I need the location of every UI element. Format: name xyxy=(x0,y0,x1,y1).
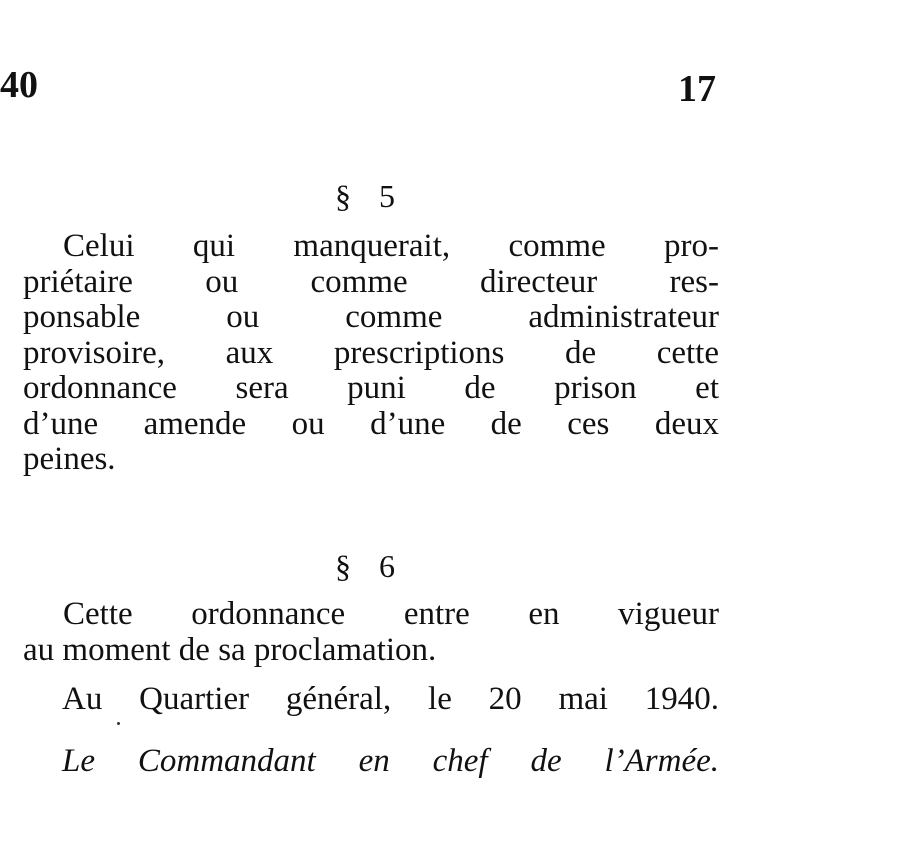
paragraph-line: ponsable ou comme administrateur xyxy=(23,299,719,335)
page-number-left: 40 xyxy=(0,64,38,106)
paragraph-line: Cette ordonnance entre en vigueur xyxy=(63,596,719,632)
section-6-paragraph xyxy=(23,597,719,668)
section-5-heading: § 5 xyxy=(335,178,405,214)
paragraph-line: Celui qui manquerait, comme pro- xyxy=(63,228,719,264)
paragraph-line: provisoire, aux prescriptions de cette xyxy=(23,334,719,371)
ink-speck xyxy=(117,722,120,725)
signature-line: Le Commandant en chef de l’Armée. xyxy=(62,743,719,779)
place-and-date: Au Quartier général, le 20 mai 1940. xyxy=(62,681,719,717)
paragraph-line: peines. xyxy=(23,441,116,477)
paragraph-line: d’une amende ou d’une de ces deux xyxy=(23,405,719,442)
paragraph-line: au moment de sa proclamation. xyxy=(23,631,437,668)
section-6-heading: § 6 xyxy=(335,548,405,584)
paragraph-line: ordonnance sera puni de prison et xyxy=(23,370,719,406)
section-5-paragraph xyxy=(23,229,719,478)
paragraph-line: priétaire ou comme directeur res- xyxy=(23,263,719,300)
page-number-right: 17 xyxy=(678,68,716,110)
